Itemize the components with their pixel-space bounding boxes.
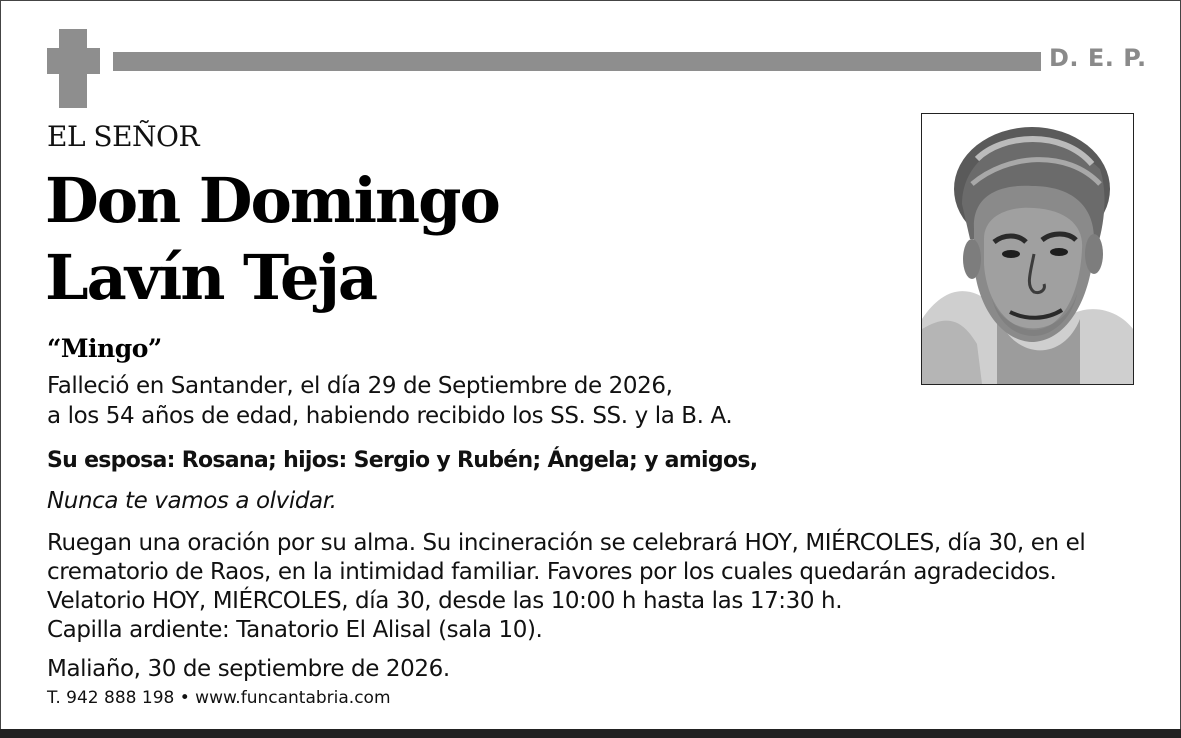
contact-line: T. 942 888 198 • www.funcantabria.com — [47, 688, 391, 708]
title-prefix: EL SEÑOR — [47, 120, 200, 153]
cross-icon-bar — [47, 48, 100, 74]
header-rule — [113, 52, 1041, 71]
dep-mark: D. E. P. — [1049, 44, 1147, 72]
body-line-4: Capilla ardiente: Tanatorio El Alisal (sala 10). — [47, 617, 543, 643]
body-line-3: Velatorio HOY, MIÉRCOLES, día 30, desde las 10:00 h hasta las 17:30 h. — [47, 588, 843, 614]
bottom-border — [0, 729, 1181, 738]
death-line-1: Falleció en Santander, el día 29 de Septiembre de 2026, — [47, 373, 673, 399]
body-line-1: Ruegan una oración por su alma. Su incineración se celebrará HOY, MIÉRCOLES, día 30, en el — [47, 530, 1086, 556]
family-line: Su esposa: Rosana; hijos: Sergio y Rubén; Ángela; y amigos, — [47, 448, 758, 473]
portrait-image — [922, 114, 1133, 384]
dedication-line: Nunca te vamos a olvidar. — [47, 488, 337, 514]
deceased-name-line2: Lavín Teja — [45, 241, 377, 314]
death-line-2: a los 54 años de edad, habiendo recibido los SS. SS. y la B. A. — [47, 403, 733, 429]
deceased-name-line1: Don Domingo — [45, 164, 499, 237]
body-line-2: crematorio de Raos, en la intimidad familiar. Favores por los cuales quedarán agradecidos. — [47, 559, 1057, 585]
portrait-photo — [921, 113, 1134, 385]
nickname: “Mingo” — [47, 334, 162, 363]
place-date: Maliaño, 30 de septiembre de 2026. — [47, 656, 450, 682]
